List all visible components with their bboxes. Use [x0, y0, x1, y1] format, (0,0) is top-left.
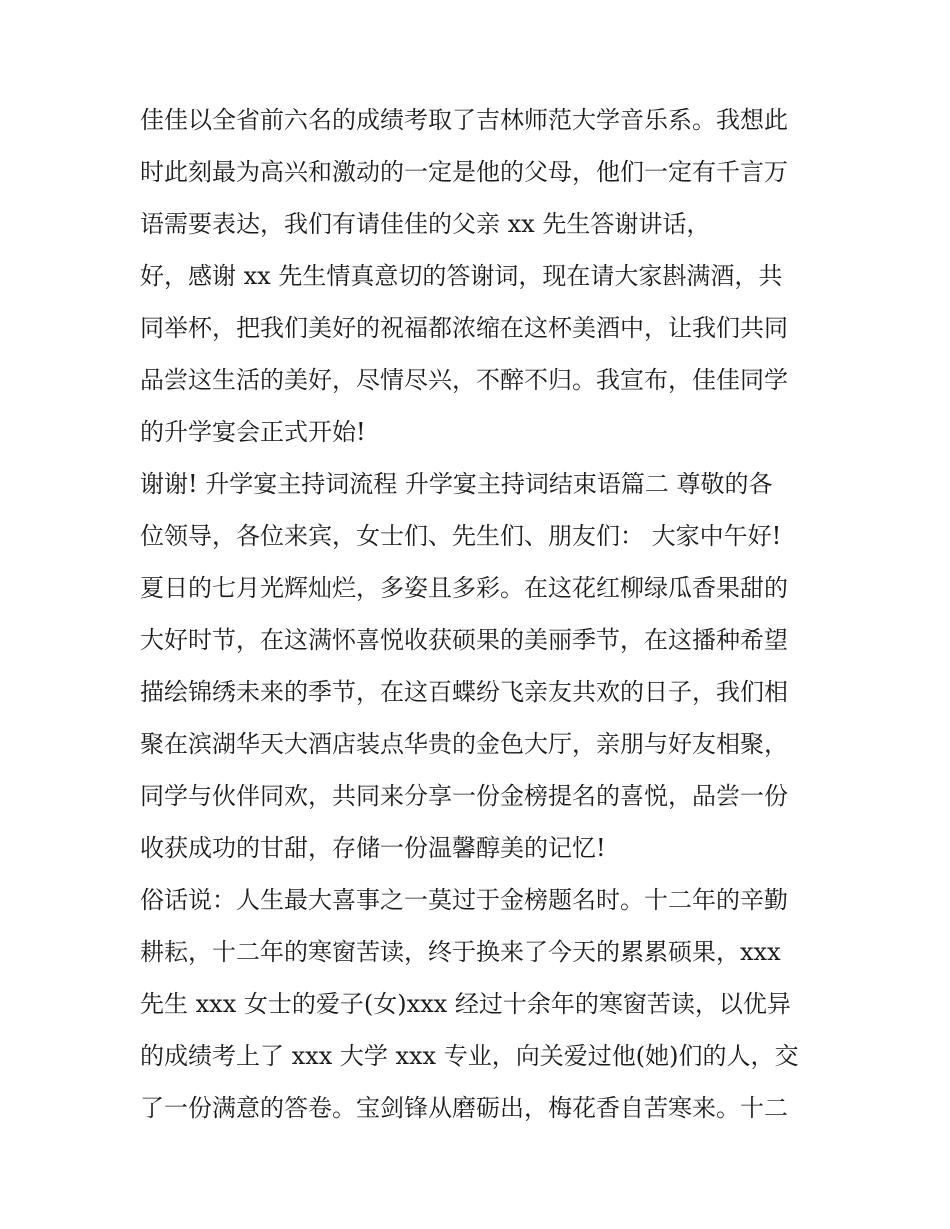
text-line-3: 语需要表达，我们有请佳佳的父亲 xx 先生答谢讲话， — [140, 210, 711, 238]
text-line-18: 先生 xxx 女士的爱子(女)xxx 经过十余年的寒窗苦读，以优异 — [140, 990, 791, 1018]
text-line-20: 了一份满意的答卷。宝剑锋从磨砺出，梅花香自苦寒来。十二 — [140, 1094, 788, 1122]
text-line-6: 品尝这生活的美好，尽情尽兴，不醉不归。我宣布，佳佳同学 — [140, 366, 788, 394]
text-line-11: 大好时节，在这满怀喜悦收获硕果的美丽季节，在这播种希望 — [140, 626, 788, 654]
text-line-2: 时此刻最为高兴和激动的一定是他的父母，他们一定有千言万 — [140, 158, 788, 186]
text-line-1: 佳佳以全省前六名的成绩考取了吉林师范大学音乐系。我想此 — [140, 106, 788, 134]
text-line-10: 夏日的七月光辉灿烂，多姿且多彩。在这花红柳绿瓜香果甜的 — [140, 574, 788, 602]
text-line-9: 位领导，各位来宾，女士们、先生们、朋友们： 大家中午好! — [140, 522, 782, 550]
text-line-16: 俗话说：人生最大喜事之一莫过于金榜题名时。十二年的辛勤 — [140, 886, 788, 914]
text-line-4: 好，感谢 xx 先生情真意切的答谢词，现在请大家斟满酒，共 — [140, 262, 783, 290]
text-line-15: 收获成功的甘甜，存储一份温馨醇美的记忆! — [140, 834, 606, 862]
text-line-8: 谢谢! 升学宴主持词流程 升学宴主持词结束语篇二 尊敬的各 — [140, 470, 773, 498]
text-line-14: 同学与伙伴同欢，共同来分享一份金榜提名的喜悦，品尝一份 — [140, 782, 788, 810]
text-line-12: 描绘锦绣未来的季节，在这百蝶纷飞亲友共欢的日子，我们相 — [140, 678, 788, 706]
document-body — [140, 108, 820, 1148]
text-line-13: 聚在滨湖华天大酒店装点华贵的金色大厅，亲朋与好友相聚， — [140, 730, 788, 758]
text-line-17: 耕耘，十二年的寒窗苦读，终于换来了今天的累累硕果，xxx — [140, 938, 781, 966]
text-line-5: 同举杯，把我们美好的祝福都浓缩在这杯美酒中，让我们共同 — [140, 314, 788, 342]
text-line-19: 的成绩考上了 xxx 大学 xxx 专业，向关爱过他(她)们的人，交 — [140, 1042, 799, 1070]
text-line-7: 的升学宴会正式开始! — [140, 418, 366, 446]
